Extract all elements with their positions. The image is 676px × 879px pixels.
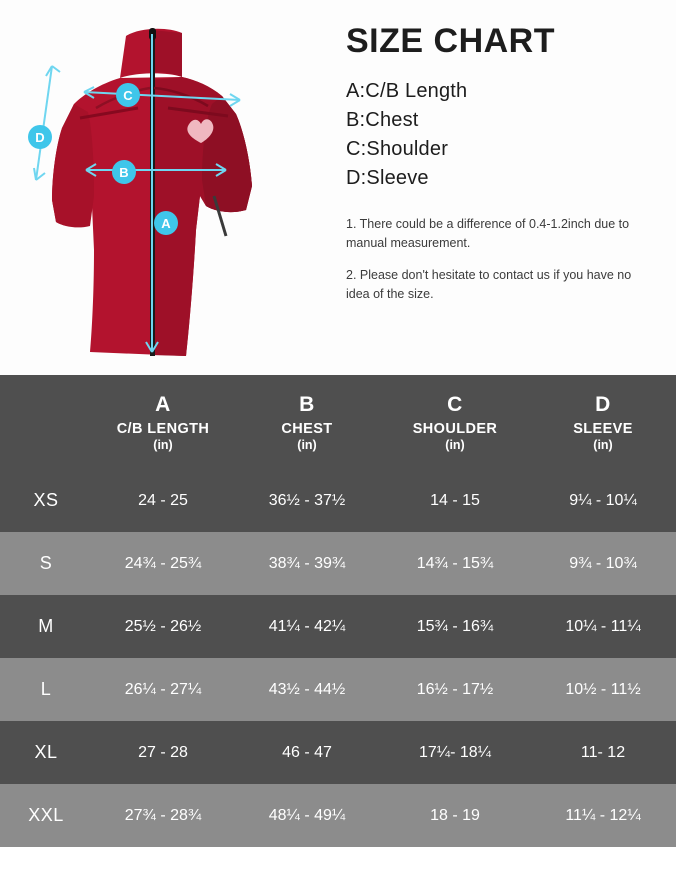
note-1: 1. There could be a difference of 0.4-1.2inch due to manual measurement. (346, 217, 630, 251)
row-xxl-b: 48¼ - 49¼ (268, 806, 346, 824)
measure-arrow-d-top (46, 66, 60, 76)
row-size-l: L (40, 679, 52, 699)
marker-c-label: C (123, 88, 133, 103)
table-row (0, 658, 676, 721)
page-title: SIZE CHART (346, 22, 555, 60)
marker-a-label: A (161, 216, 171, 231)
table-row (0, 784, 676, 847)
legend-item-a: A:C/B Length (346, 80, 468, 102)
size-table (0, 375, 676, 847)
row-size-xl: XL (34, 742, 58, 762)
row-size-s: S (39, 553, 53, 573)
legend-list (346, 77, 654, 193)
table-row (0, 532, 676, 595)
left-sleeve (52, 104, 94, 227)
header-letter-d: D (595, 392, 611, 416)
header-name-a: C/B LENGTH (116, 420, 210, 437)
header-cell-c (380, 375, 530, 469)
row-xxl-d: 11¼ - 12¼ (565, 806, 641, 824)
header-cell-size (0, 375, 92, 469)
header-name-c: SHOULDER (412, 420, 498, 437)
row-m-a: 25½ - 26½ (124, 617, 202, 635)
row-xl-c: 17¼- 18¼ (418, 743, 492, 761)
row-s-b: 38¾ - 39¾ (268, 554, 346, 572)
row-m-c: 15¾ - 16¾ (416, 617, 494, 635)
table-row (0, 469, 676, 532)
header-name-d: SLEEVE (573, 420, 633, 437)
header-unit-a: (in) (153, 437, 173, 452)
row-s-c: 14¾ - 15¾ (416, 554, 494, 572)
header-unit-c: (in) (445, 437, 465, 452)
header-letter-b: B (299, 392, 315, 416)
row-s-d: 9¾ - 10¾ (569, 554, 637, 572)
header-cell-b (234, 375, 380, 469)
row-size-m: M (38, 616, 54, 636)
row-l-c: 16½ - 17½ (416, 680, 494, 698)
row-xs-a: 24 - 25 (138, 491, 188, 509)
row-l-b: 43½ - 44½ (268, 680, 346, 698)
note-2: 2. Please don't hesitate to contact us if you have no idea of the size. (346, 267, 632, 302)
header-name-b: CHEST (281, 420, 333, 437)
top-section (0, 0, 676, 375)
row-l-d: 10½ - 11½ (565, 680, 641, 698)
row-xs-b: 36½ - 37½ (268, 491, 346, 509)
row-m-b: 41¼ - 42¼ (268, 617, 346, 635)
row-xs-d: 9¼ - 10¼ (569, 491, 637, 509)
legend-item-c: C:Shoulder (346, 138, 449, 160)
measure-arrow-d-bottom (34, 168, 45, 180)
marker-b-label: B (119, 165, 129, 180)
row-size-xs: XS (33, 490, 59, 510)
row-xxl-c: 18 - 19 (430, 806, 480, 824)
row-s-a: 24¾ - 25¾ (124, 554, 202, 572)
row-xs-c: 14 - 15 (430, 491, 480, 509)
legend-item-d: D:Sleeve (346, 167, 429, 189)
row-l-a: 26¼ - 27¼ (124, 680, 202, 698)
header-unit-b: (in) (297, 437, 317, 452)
info-panel (330, 0, 676, 375)
header-unit-d: (in) (593, 437, 613, 452)
header-cell-a (92, 375, 234, 469)
product-illustration (0, 0, 330, 375)
row-xl-a: 27 - 28 (138, 743, 188, 761)
header-letter-c: C (447, 392, 463, 416)
row-xl-b: 46 - 47 (282, 743, 332, 761)
table-header-row (0, 375, 676, 469)
row-xxl-a: 27¾ - 28¾ (124, 806, 202, 824)
row-xl-d: 11- 12 (580, 743, 626, 761)
header-cell-d (530, 375, 676, 469)
table-row (0, 721, 676, 784)
measure-line-d (36, 66, 52, 180)
header-letter-a: A (155, 392, 171, 416)
legend-item-b: B:Chest (346, 109, 419, 131)
row-size-xxl: XXL (28, 805, 64, 825)
notes-block (346, 215, 654, 305)
marker-d-label: D (35, 130, 45, 145)
collar-shade (152, 30, 182, 77)
row-m-d: 10¼ - 11¼ (565, 617, 641, 635)
table-row (0, 595, 676, 658)
jacket-diagram-svg (0, 0, 330, 375)
